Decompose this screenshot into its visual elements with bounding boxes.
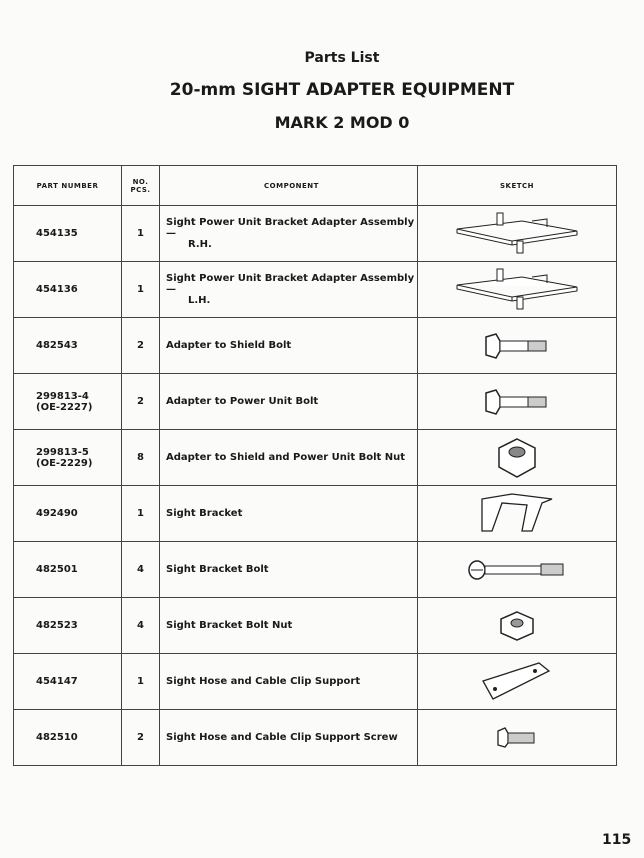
table-row: [14, 318, 617, 374]
plate-sketch-icon: [418, 265, 616, 315]
part-number: 454136: [36, 284, 78, 295]
component-name: Sight Power Unit Bracket Adapter Assembly—: [166, 273, 415, 295]
col-component: COMPONENT: [160, 166, 418, 206]
bracket-sketch-icon: [418, 491, 616, 537]
component-name: Sight Bracket Bolt Nut: [166, 620, 293, 631]
bolt-sketch-icon: [418, 331, 616, 361]
part-number-cell: [14, 374, 122, 430]
table-row: [14, 654, 617, 710]
part-number: 482543: [36, 340, 78, 351]
sketch-cell: [418, 318, 617, 374]
component-cell: [160, 206, 418, 262]
table-row: [14, 542, 617, 598]
pieces: 4: [122, 598, 160, 654]
sketch-cell: [418, 654, 617, 710]
component-name: Adapter to Power Unit Bolt: [166, 396, 319, 407]
part-number-cell: [14, 318, 122, 374]
table-row: [14, 710, 617, 766]
pieces: 1: [122, 486, 160, 542]
pieces: 2: [122, 374, 160, 430]
part-number-cell: [14, 654, 122, 710]
component-cell: [160, 598, 418, 654]
part-number-cell: [14, 486, 122, 542]
component-name: Sight Hose and Cable Clip Support Screw: [166, 732, 398, 743]
col-sketch: SKETCH: [418, 166, 617, 206]
page-title: Parts List: [304, 50, 380, 66]
table-row: [14, 206, 617, 262]
longbolt-sketch-icon: [418, 557, 616, 583]
component-name: Sight Bracket Bolt: [166, 564, 269, 575]
bolt-sketch-icon: [418, 387, 616, 417]
pieces: 1: [122, 206, 160, 262]
table-row: [14, 262, 617, 318]
col-part-number: PART NUMBER: [14, 166, 122, 206]
component-cell: [160, 542, 418, 598]
sketch-cell: [418, 430, 617, 486]
component-name: Adapter to Shield Bolt: [166, 340, 292, 351]
clip-sketch-icon: [418, 659, 616, 705]
plate-sketch-icon: [418, 209, 616, 259]
sketch-cell: [418, 374, 617, 430]
component-name: Sight Hose and Cable Clip Support: [166, 676, 361, 687]
part-number-cell: [14, 430, 122, 486]
pieces: 1: [122, 654, 160, 710]
parts-table: [13, 165, 617, 766]
part-number: 482523: [36, 620, 78, 631]
part-number: 482510: [36, 732, 78, 743]
part-number: 492490: [36, 508, 78, 519]
part-number: 454147: [36, 676, 78, 687]
table-row: [14, 486, 617, 542]
sketch-cell: [418, 542, 617, 598]
component-side: L.H.: [188, 295, 211, 306]
part-number: 299813-4: [36, 390, 89, 402]
part-number-cell: [14, 206, 122, 262]
component-cell: [160, 710, 418, 766]
table-header: [14, 166, 617, 206]
sketch-cell: [418, 710, 617, 766]
model-title: MARK 2 MOD 0: [274, 113, 410, 132]
component-cell: [160, 374, 418, 430]
smallnut-sketch-icon: [418, 610, 616, 642]
sketch-cell: [418, 262, 617, 318]
part-number: 299813-5: [36, 446, 89, 458]
part-number-alt: (OE-2229): [36, 457, 93, 469]
component-cell: [160, 430, 418, 486]
part-number: 454135: [36, 228, 78, 239]
equipment-title: 20-mm SIGHT ADAPTER EQUIPMENT: [169, 80, 515, 100]
component-cell: [160, 262, 418, 318]
col-pcs: NO. PCS.: [122, 166, 160, 206]
part-number-alt: (OE-2227): [36, 401, 93, 413]
pieces: 8: [122, 430, 160, 486]
component-cell: [160, 654, 418, 710]
component-name: Sight Power Unit Bracket Adapter Assembly—: [166, 217, 415, 239]
sketch-cell: [418, 206, 617, 262]
page-number: 115: [602, 832, 632, 848]
part-number-cell: [14, 542, 122, 598]
component-name: Sight Bracket: [166, 508, 243, 519]
table-row: [14, 374, 617, 430]
part-number-cell: [14, 710, 122, 766]
sketch-cell: [418, 486, 617, 542]
component-name: Adapter to Shield and Power Unit Bolt Nut: [166, 452, 406, 463]
table-row: [14, 430, 617, 486]
sketch-cell: [418, 598, 617, 654]
pieces: 2: [122, 710, 160, 766]
component-side: R.H.: [188, 239, 212, 250]
table-row: [14, 598, 617, 654]
pieces: 4: [122, 542, 160, 598]
component-cell: [160, 486, 418, 542]
part-number: 482501: [36, 564, 78, 575]
pieces: 1: [122, 262, 160, 318]
part-number-cell: [14, 598, 122, 654]
component-cell: [160, 318, 418, 374]
nut-sketch-icon: [418, 437, 616, 479]
screw-sketch-icon: [418, 725, 616, 751]
pieces: 2: [122, 318, 160, 374]
part-number-cell: [14, 262, 122, 318]
